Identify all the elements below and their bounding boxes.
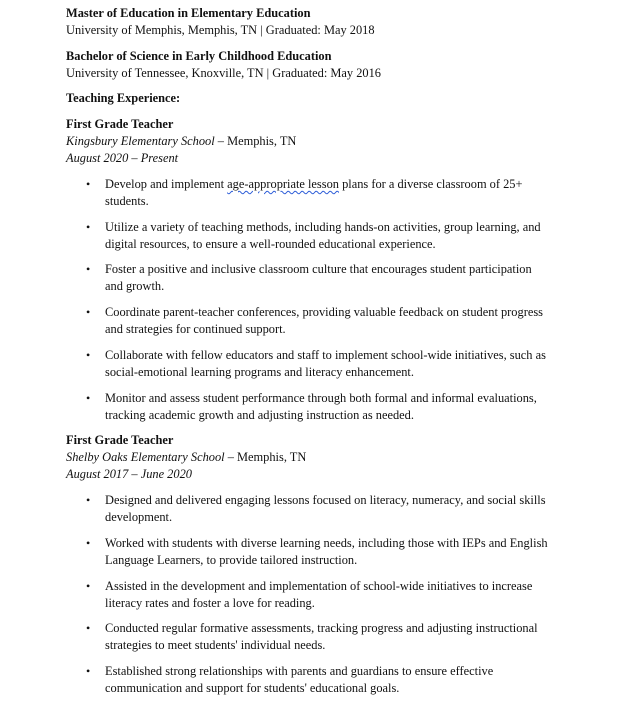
- bullet-glyph: •: [86, 177, 91, 191]
- bullet-item: [105, 219, 575, 253]
- bullet-item: [105, 535, 575, 569]
- bullet-line: development.: [105, 510, 173, 524]
- job-title-2: First Grade Teacher: [66, 433, 174, 447]
- bullet-glyph: •: [86, 493, 91, 507]
- bullet-line: social-emotional learning programs and literacy enhancement.: [105, 365, 414, 379]
- bullet-item: [105, 578, 575, 612]
- bullet-line: Assisted in the development and implementation of school-wide initiatives to increase: [105, 579, 533, 593]
- bullet-glyph: •: [86, 536, 91, 550]
- bullet-line: and strategies for continued support.: [105, 322, 286, 336]
- education-degree-2: Bachelor of Science in Early Childhood Education: [66, 49, 332, 63]
- bullet-item: [105, 176, 575, 210]
- bullet-item: [105, 663, 575, 697]
- job-employer-1: [66, 133, 296, 150]
- bullet-glyph: •: [86, 220, 91, 234]
- bullet-line: Designed and delivered engaging lessons focused on literacy, numeracy, and social skills: [105, 493, 546, 507]
- bullet-item: [105, 390, 575, 424]
- bullet-line: Worked with students with diverse learning needs, including those with IEPs and English: [105, 536, 548, 550]
- bullet-line: and growth.: [105, 279, 165, 293]
- job-school-2: Shelby Oaks Elementary School: [66, 450, 225, 464]
- bullet-line: Conducted regular formative assessments, tracking progress and adjusting instructional: [105, 621, 538, 635]
- job-dates-2: August 2017 – June 2020: [66, 467, 192, 481]
- job-school-1: Kingsbury Elementary School: [66, 134, 215, 148]
- job-location-2: – Memphis, TN: [224, 450, 307, 464]
- bullet-line: tracking academic growth and adjusting instruction as needed.: [105, 408, 414, 422]
- bullet-line: communication and support for students' educational goals.: [105, 681, 400, 695]
- bullet-glyph: •: [86, 579, 91, 593]
- bullet-text: plans for a diverse classroom of 25+: [338, 177, 523, 191]
- bullet-text: Develop and implement: [105, 177, 228, 191]
- bullet-item: [105, 347, 575, 381]
- bullet-item: [105, 620, 575, 654]
- bullet-glyph: •: [86, 348, 91, 362]
- job-employer-2: [66, 449, 306, 466]
- bullet-item: [105, 492, 575, 526]
- bullet-line: Collaborate with fellow educators and staff to implement school-wide initiatives, such as: [105, 348, 546, 362]
- bullet-line: Language Learners, to provide tailored instruction.: [105, 553, 358, 567]
- bullet-line: Established strong relationships with parents and guardians to ensure effective: [105, 664, 494, 678]
- bullet-glyph: •: [86, 621, 91, 635]
- bullet-line: strategies to meet students' individual needs.: [105, 638, 326, 652]
- bullet-line: digital resources, to ensure a well-rounded educational experience.: [105, 237, 436, 251]
- education-degree-1: Master of Education in Elementary Education: [66, 6, 311, 20]
- spellcheck-flagged-text[interactable]: age-appropriate lesson: [227, 177, 339, 191]
- bullet-glyph: •: [86, 262, 91, 276]
- bullet-glyph: •: [86, 305, 91, 319]
- bullet-line: [105, 176, 575, 193]
- bullet-glyph: •: [86, 391, 91, 405]
- bullet-line: Utilize a variety of teaching methods, including hands-on activities, group learning, and: [105, 220, 541, 234]
- section-heading-experience: Teaching Experience:: [66, 91, 181, 105]
- bullet-item: [105, 304, 575, 338]
- bullet-line: students.: [105, 194, 149, 208]
- bullet-glyph: •: [86, 664, 91, 678]
- education-details-1: University of Memphis, Memphis, TN | Graduated: May 2018: [66, 23, 375, 37]
- job-title-1: First Grade Teacher: [66, 117, 174, 131]
- education-details-2: University of Tennessee, Knoxville, TN | Graduated: May 2016: [66, 66, 381, 80]
- bullet-line: Foster a positive and inclusive classroom culture that encourages student participation: [105, 262, 532, 276]
- bullet-item: [105, 261, 575, 295]
- bullet-line: literacy rates and foster a love for reading.: [105, 596, 315, 610]
- job-dates-1: August 2020 – Present: [66, 151, 179, 165]
- job-location-1: – Memphis, TN: [214, 134, 297, 148]
- bullet-line: Monitor and assess student performance through both formal and informal evaluations,: [105, 391, 537, 405]
- bullet-line: Coordinate parent-teacher conferences, providing valuable feedback on student progress: [105, 305, 543, 319]
